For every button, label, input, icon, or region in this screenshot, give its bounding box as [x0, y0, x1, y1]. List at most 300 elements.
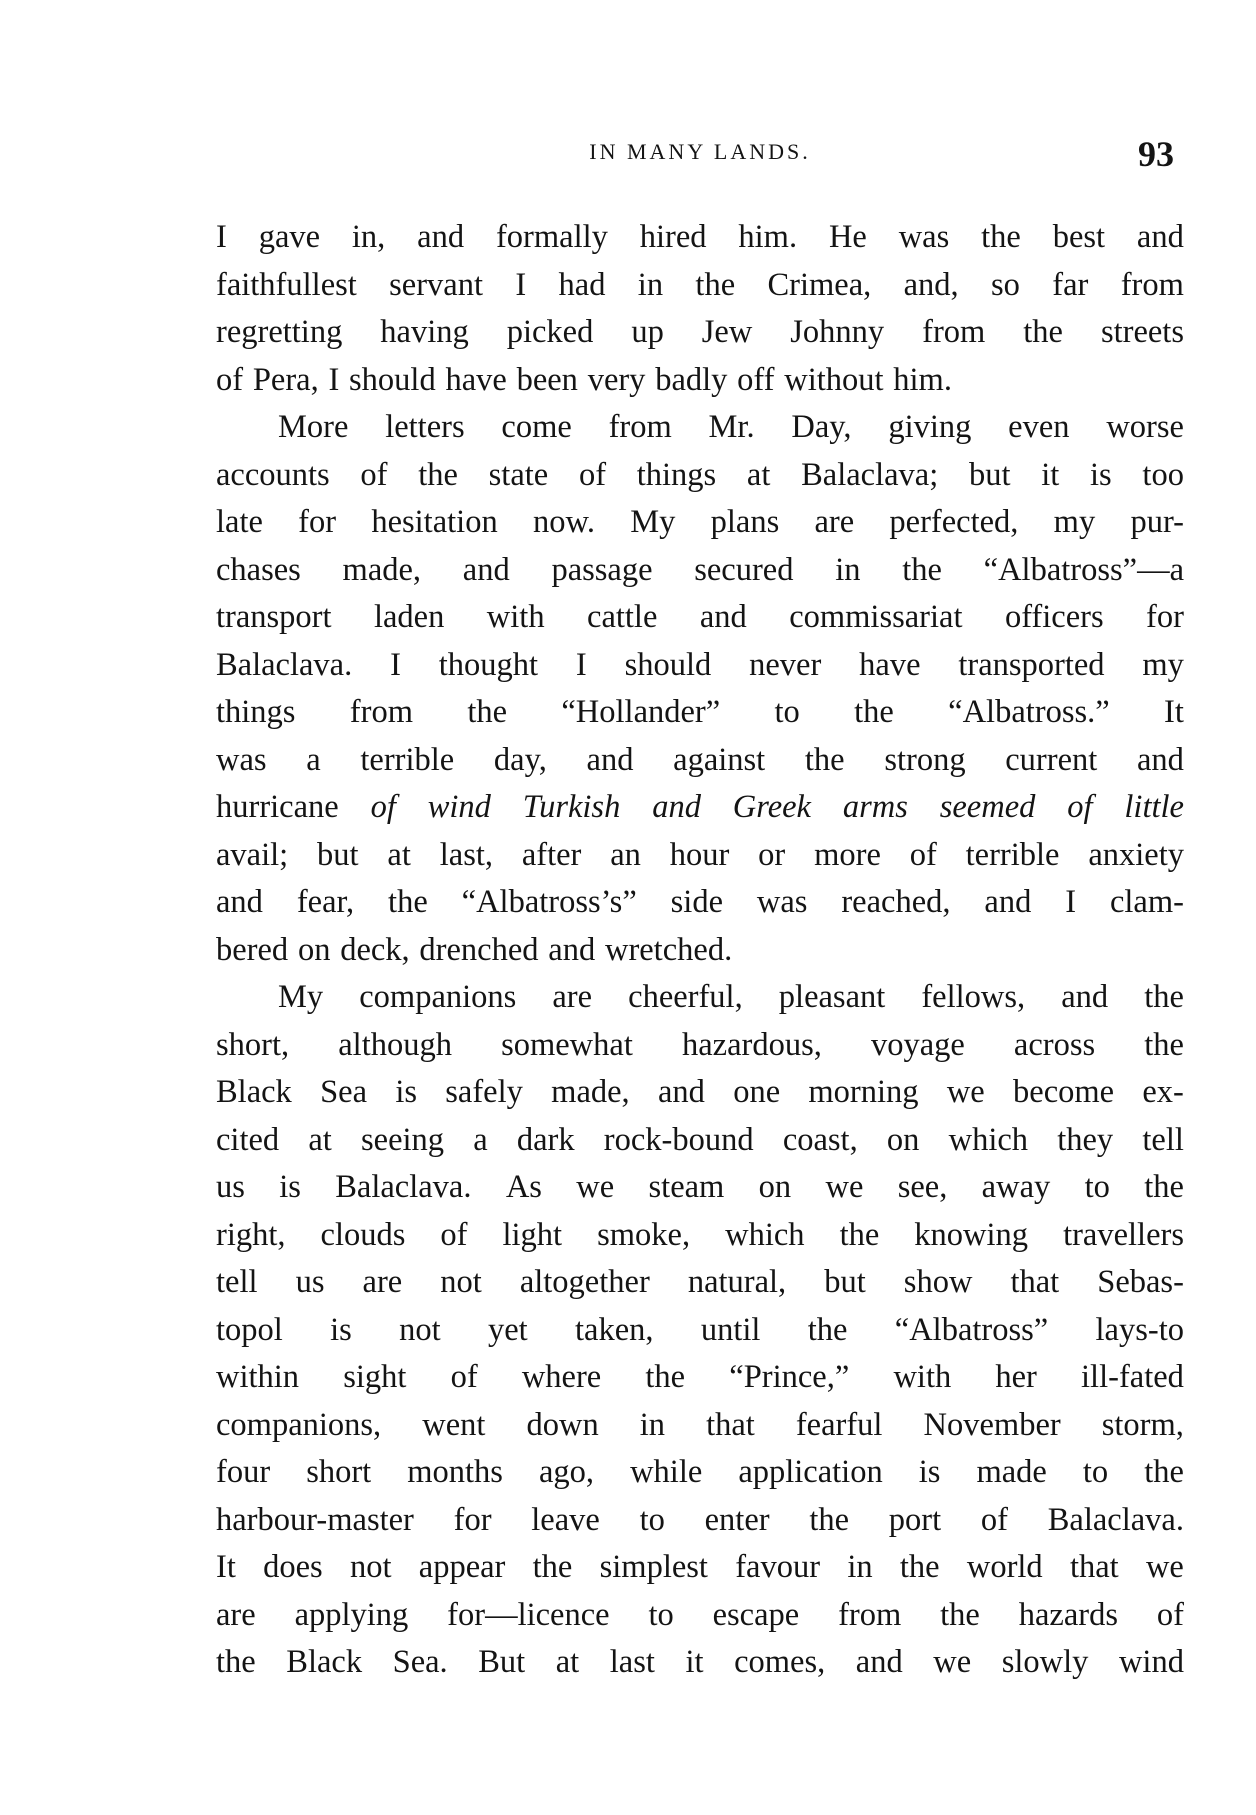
word: to: [648, 1596, 674, 1633]
word: tell: [216, 1264, 258, 1300]
word: I: [216, 219, 227, 255]
word: the: [839, 1216, 880, 1253]
word: coast,: [782, 1121, 858, 1158]
word: is: [1090, 456, 1112, 493]
text-line: [216, 309, 1184, 357]
word: off: [737, 361, 775, 398]
word: although: [338, 1026, 452, 1063]
word: topol: [216, 1311, 283, 1348]
word: to: [639, 1501, 665, 1538]
word: and: [417, 219, 465, 255]
word: not: [349, 1549, 392, 1585]
word: natural,: [687, 1264, 787, 1300]
text-line: [216, 1164, 1184, 1212]
word: Sea: [320, 1074, 368, 1110]
word: one: [733, 1074, 781, 1110]
word: ex-: [1142, 1074, 1184, 1110]
word: in: [639, 1406, 666, 1443]
word: strong: [884, 741, 966, 778]
word: somewhat: [501, 1026, 633, 1063]
text-line: [216, 784, 1184, 832]
word: November: [923, 1406, 1061, 1443]
word: things: [636, 456, 717, 493]
word: but: [317, 836, 359, 873]
word: “Albatross”—a: [983, 551, 1184, 588]
word: Black: [216, 1074, 292, 1110]
word: of: [360, 456, 388, 493]
word: that: [1069, 1549, 1119, 1585]
text-line: [216, 1592, 1184, 1640]
word: plans: [710, 504, 780, 540]
word: of: [440, 1216, 468, 1253]
word: at: [555, 1644, 580, 1680]
word: I: [515, 266, 527, 303]
word: yet: [487, 1311, 528, 1348]
word: the: [418, 456, 458, 493]
word: companions: [359, 979, 517, 1015]
word: not: [440, 1264, 482, 1300]
word: we: [933, 1644, 972, 1680]
word: Jew: [701, 314, 753, 350]
word: have: [859, 646, 921, 683]
word: last,: [439, 836, 493, 873]
text-line: [216, 1497, 1184, 1545]
word: Sebas-: [1097, 1264, 1184, 1300]
word: on: [886, 1121, 920, 1158]
word: letters: [385, 409, 465, 445]
word: is: [918, 1454, 941, 1490]
running-head: [216, 133, 1184, 173]
word: “Prince,”: [729, 1359, 850, 1395]
word: with: [893, 1359, 952, 1395]
word: the: [388, 884, 428, 920]
word: slowly: [1001, 1644, 1089, 1680]
word: of: [1067, 789, 1093, 825]
word: little: [1124, 789, 1184, 825]
text-line: [216, 927, 1184, 975]
word: are: [552, 979, 593, 1015]
word: As: [505, 1169, 542, 1205]
word: cited: [216, 1121, 280, 1158]
word: companions,: [216, 1406, 382, 1443]
word: and,: [903, 266, 959, 303]
word: “Albatross”: [894, 1311, 1049, 1348]
word: four: [216, 1454, 271, 1490]
word: her: [995, 1359, 1037, 1395]
word: badly: [655, 361, 728, 398]
text-line: [216, 1212, 1184, 1260]
text-line: [216, 404, 1184, 452]
word: is: [330, 1311, 352, 1348]
word: drenched: [419, 931, 539, 968]
word: very: [587, 361, 646, 398]
word: pur-: [1130, 504, 1184, 540]
word: and: [699, 599, 747, 635]
word: voyage: [870, 1026, 965, 1063]
word: terrible: [360, 741, 455, 778]
word: clam-: [1109, 884, 1184, 920]
word: state: [488, 456, 549, 493]
word: the: [940, 1596, 980, 1633]
word: my: [1142, 646, 1184, 683]
word: the: [854, 694, 894, 730]
word: arms: [842, 789, 908, 825]
word: Greek: [732, 789, 811, 825]
word: us: [216, 1169, 245, 1205]
word: leave: [531, 1501, 600, 1538]
word: last: [609, 1644, 655, 1680]
word: the: [809, 1501, 850, 1538]
word: officers: [1004, 599, 1104, 635]
word: while: [630, 1454, 703, 1490]
word: it: [1041, 456, 1060, 493]
word: to: [774, 694, 800, 730]
word: been: [516, 361, 578, 398]
text-line: [216, 1069, 1184, 1117]
word: formally: [495, 219, 608, 255]
word: the: [532, 1549, 573, 1585]
word: having: [380, 314, 469, 350]
word: was: [898, 219, 950, 255]
word: the: [1144, 1169, 1184, 1205]
word: cheerful,: [628, 979, 743, 1015]
word: fellows,: [921, 979, 1026, 1015]
word: taken,: [575, 1311, 654, 1348]
word: to: [1084, 1169, 1110, 1205]
word: reached,: [841, 884, 951, 920]
word: secured: [694, 551, 794, 588]
word: we: [825, 1169, 864, 1205]
text-line: [216, 499, 1184, 547]
word: the: [1144, 1454, 1184, 1490]
word: even: [1008, 409, 1070, 445]
word: avail;: [216, 836, 289, 873]
word: escape: [712, 1596, 800, 1633]
word: comes,: [734, 1644, 826, 1680]
word: accounts: [216, 456, 330, 493]
word: in: [637, 266, 664, 303]
word: away: [981, 1169, 1051, 1205]
text-line: [216, 737, 1184, 785]
word: in: [835, 551, 861, 588]
word: transported: [958, 646, 1105, 683]
word: knowing: [914, 1216, 1029, 1253]
word: seeing: [361, 1121, 445, 1158]
word: is: [279, 1169, 301, 1205]
word: show: [903, 1264, 973, 1300]
word: I: [328, 361, 340, 398]
word: Mr.: [708, 409, 755, 445]
word: travellers: [1063, 1216, 1184, 1253]
word: against: [673, 741, 766, 778]
word: for: [298, 504, 337, 540]
word: perfected,: [889, 504, 1019, 540]
word: should: [349, 361, 436, 398]
word: hired: [639, 219, 707, 255]
word: short,: [216, 1026, 290, 1063]
word: and: [1136, 741, 1184, 778]
word: safely: [445, 1074, 523, 1110]
word: the: [899, 1549, 940, 1585]
word: and: [657, 1074, 705, 1110]
word: a: [473, 1121, 488, 1158]
text-line: [216, 1402, 1184, 1450]
word: cattle: [587, 599, 658, 635]
word: I: [575, 646, 587, 683]
word: hurricane: [216, 789, 339, 825]
word: at: [746, 456, 771, 493]
word: from: [608, 409, 672, 445]
word: a: [306, 741, 321, 778]
word: had: [558, 266, 606, 303]
text-line: [216, 1354, 1184, 1402]
word: short: [306, 1454, 372, 1490]
word: tell: [1142, 1121, 1184, 1158]
word: picked: [506, 314, 594, 350]
word: months: [407, 1454, 503, 1490]
word: of: [370, 789, 396, 825]
word: become: [1013, 1074, 1115, 1110]
text-line: [216, 1117, 1184, 1165]
word: My: [278, 979, 324, 1015]
word: down: [526, 1406, 599, 1443]
word: Balaclava.: [1047, 1501, 1184, 1538]
word: applying: [294, 1596, 409, 1633]
word: at: [308, 1121, 332, 1158]
word: morning: [808, 1074, 919, 1110]
word: Day,: [791, 409, 852, 445]
text-line: [216, 879, 1184, 927]
word: Balaclava.: [216, 646, 353, 683]
text-line: [216, 1639, 1184, 1687]
text-line: [216, 547, 1184, 595]
word: for: [453, 1501, 492, 1538]
word: right,: [216, 1216, 286, 1253]
word: without: [784, 361, 884, 398]
word: wind: [427, 789, 491, 825]
word: commissariat: [789, 599, 963, 635]
word: for: [1146, 599, 1184, 635]
word: of: [450, 1359, 478, 1395]
word: an: [610, 836, 641, 873]
word: anxiety: [1088, 836, 1184, 873]
word: from: [922, 314, 986, 350]
word: to: [1082, 1454, 1109, 1490]
word: simplest: [599, 1549, 708, 1585]
word: and: [984, 884, 1032, 920]
word: seemed: [939, 789, 1036, 825]
word: is: [395, 1074, 417, 1110]
word: “Hollander”: [561, 694, 721, 730]
word: and: [462, 551, 510, 588]
word: altogether: [519, 1264, 650, 1300]
word: giving: [888, 409, 972, 445]
word: It: [1164, 694, 1184, 730]
word: appear: [418, 1549, 506, 1585]
word: the: [807, 1311, 848, 1348]
word: smoke,: [597, 1216, 691, 1253]
word: the: [1023, 314, 1063, 350]
word: “Albatross.”: [948, 694, 1110, 730]
word: or: [758, 836, 786, 873]
word: of: [216, 361, 244, 398]
text-line: [216, 832, 1184, 880]
word: I: [390, 646, 401, 683]
word: fearful: [795, 1406, 883, 1443]
word: never: [749, 646, 822, 683]
word: now.: [532, 504, 595, 540]
word: from: [838, 1596, 902, 1633]
word: from: [1120, 266, 1184, 303]
word: best: [1052, 219, 1106, 255]
word: Balaclava;: [801, 456, 939, 493]
word: so: [991, 266, 1020, 303]
text-line: [216, 974, 1184, 1022]
word: favour: [735, 1549, 821, 1585]
word: hour: [669, 836, 730, 873]
word: him.: [893, 361, 952, 398]
word: transport: [216, 599, 332, 635]
word: does: [263, 1549, 323, 1585]
word: ill-fated: [1081, 1359, 1184, 1395]
word: faithfullest: [216, 266, 357, 303]
word: where: [521, 1359, 602, 1395]
running-title: IN MANY LANDS.: [589, 139, 811, 164]
word: day,: [493, 741, 547, 778]
word: dark: [516, 1121, 575, 1158]
word: of: [980, 1501, 1008, 1538]
word: it: [685, 1644, 704, 1680]
word: storm,: [1101, 1406, 1184, 1443]
word: on: [297, 931, 331, 968]
word: for—licence: [447, 1596, 610, 1633]
word: He: [828, 219, 867, 255]
text-line: [216, 1449, 1184, 1497]
text-line: [216, 594, 1184, 642]
word: application: [738, 1454, 883, 1490]
word: More: [278, 409, 349, 445]
word: “Albatross’s”: [461, 884, 637, 920]
page-number: 93: [1138, 134, 1174, 174]
word: made,: [551, 1074, 630, 1110]
word: enter: [704, 1501, 770, 1538]
word: across: [1013, 1026, 1096, 1063]
word: the: [981, 219, 1021, 255]
word: him.: [738, 219, 798, 255]
word: I: [1065, 884, 1077, 920]
text-line: [216, 1544, 1184, 1592]
word: that: [706, 1406, 755, 1443]
word: Sea.: [392, 1644, 448, 1680]
word: not: [399, 1311, 441, 1348]
word: made: [976, 1454, 1047, 1490]
word: laden: [373, 599, 445, 635]
word: in,: [351, 219, 386, 255]
word: they: [1057, 1121, 1114, 1158]
word: and: [1061, 979, 1109, 1015]
word: side: [670, 884, 724, 920]
word: regretting: [216, 314, 343, 350]
word: deck,: [340, 931, 410, 968]
word: are: [216, 1596, 256, 1633]
word: of: [909, 836, 937, 873]
word: Crimea,: [767, 266, 872, 303]
word: Balaclava.: [335, 1169, 472, 1205]
word: chases: [216, 551, 301, 588]
word: too: [1142, 456, 1184, 493]
word: and: [855, 1644, 903, 1680]
word: hazards: [1018, 1596, 1118, 1633]
word: and: [586, 741, 634, 778]
word: are: [814, 504, 855, 540]
word: Turkish: [522, 789, 621, 825]
word: which: [948, 1121, 1029, 1158]
text-line: [216, 1307, 1184, 1355]
word: and: [216, 884, 263, 920]
word: the: [695, 266, 736, 303]
word: the: [467, 694, 508, 730]
word: we: [946, 1074, 985, 1110]
word: current: [1005, 741, 1098, 778]
word: within: [216, 1359, 300, 1395]
word: thought: [438, 646, 539, 683]
word: My: [630, 504, 676, 540]
word: with: [486, 599, 545, 635]
word: Johnny: [790, 314, 885, 350]
word: the: [1144, 1026, 1184, 1063]
word: we: [576, 1169, 615, 1205]
word: rock-bound: [603, 1121, 754, 1158]
word: my: [1053, 504, 1096, 540]
word: on: [758, 1169, 792, 1205]
word: But: [478, 1644, 526, 1680]
word: come: [501, 409, 572, 445]
word: ago,: [538, 1454, 595, 1490]
word: Black: [286, 1644, 363, 1680]
body-text: [216, 214, 1184, 1687]
word: us: [295, 1264, 325, 1300]
word: hazardous,: [681, 1026, 822, 1063]
word: which: [725, 1216, 805, 1253]
word: wretched.: [604, 931, 733, 968]
word: should: [624, 646, 712, 683]
word: worse: [1106, 409, 1184, 445]
word: bered: [216, 931, 289, 968]
word: at: [387, 836, 411, 873]
text-line: [216, 262, 1184, 310]
word: harbour-master: [216, 1501, 414, 1538]
word: from: [349, 694, 413, 730]
word: have: [445, 361, 507, 398]
word: things: [216, 694, 296, 730]
word: terrible: [965, 836, 1060, 873]
word: up: [631, 314, 664, 350]
word: clouds: [320, 1216, 406, 1253]
word: we: [1145, 1549, 1184, 1585]
word: light: [502, 1216, 563, 1253]
text-line: [216, 1022, 1184, 1070]
word: the: [1144, 979, 1184, 1015]
word: made,: [342, 551, 422, 588]
word: went: [422, 1406, 486, 1443]
word: streets: [1100, 314, 1184, 350]
word: late: [216, 504, 263, 540]
text-line: [216, 1259, 1184, 1307]
word: the: [902, 551, 942, 588]
word: hesitation: [371, 504, 498, 540]
word: and: [1136, 219, 1184, 255]
word: more: [814, 836, 881, 873]
